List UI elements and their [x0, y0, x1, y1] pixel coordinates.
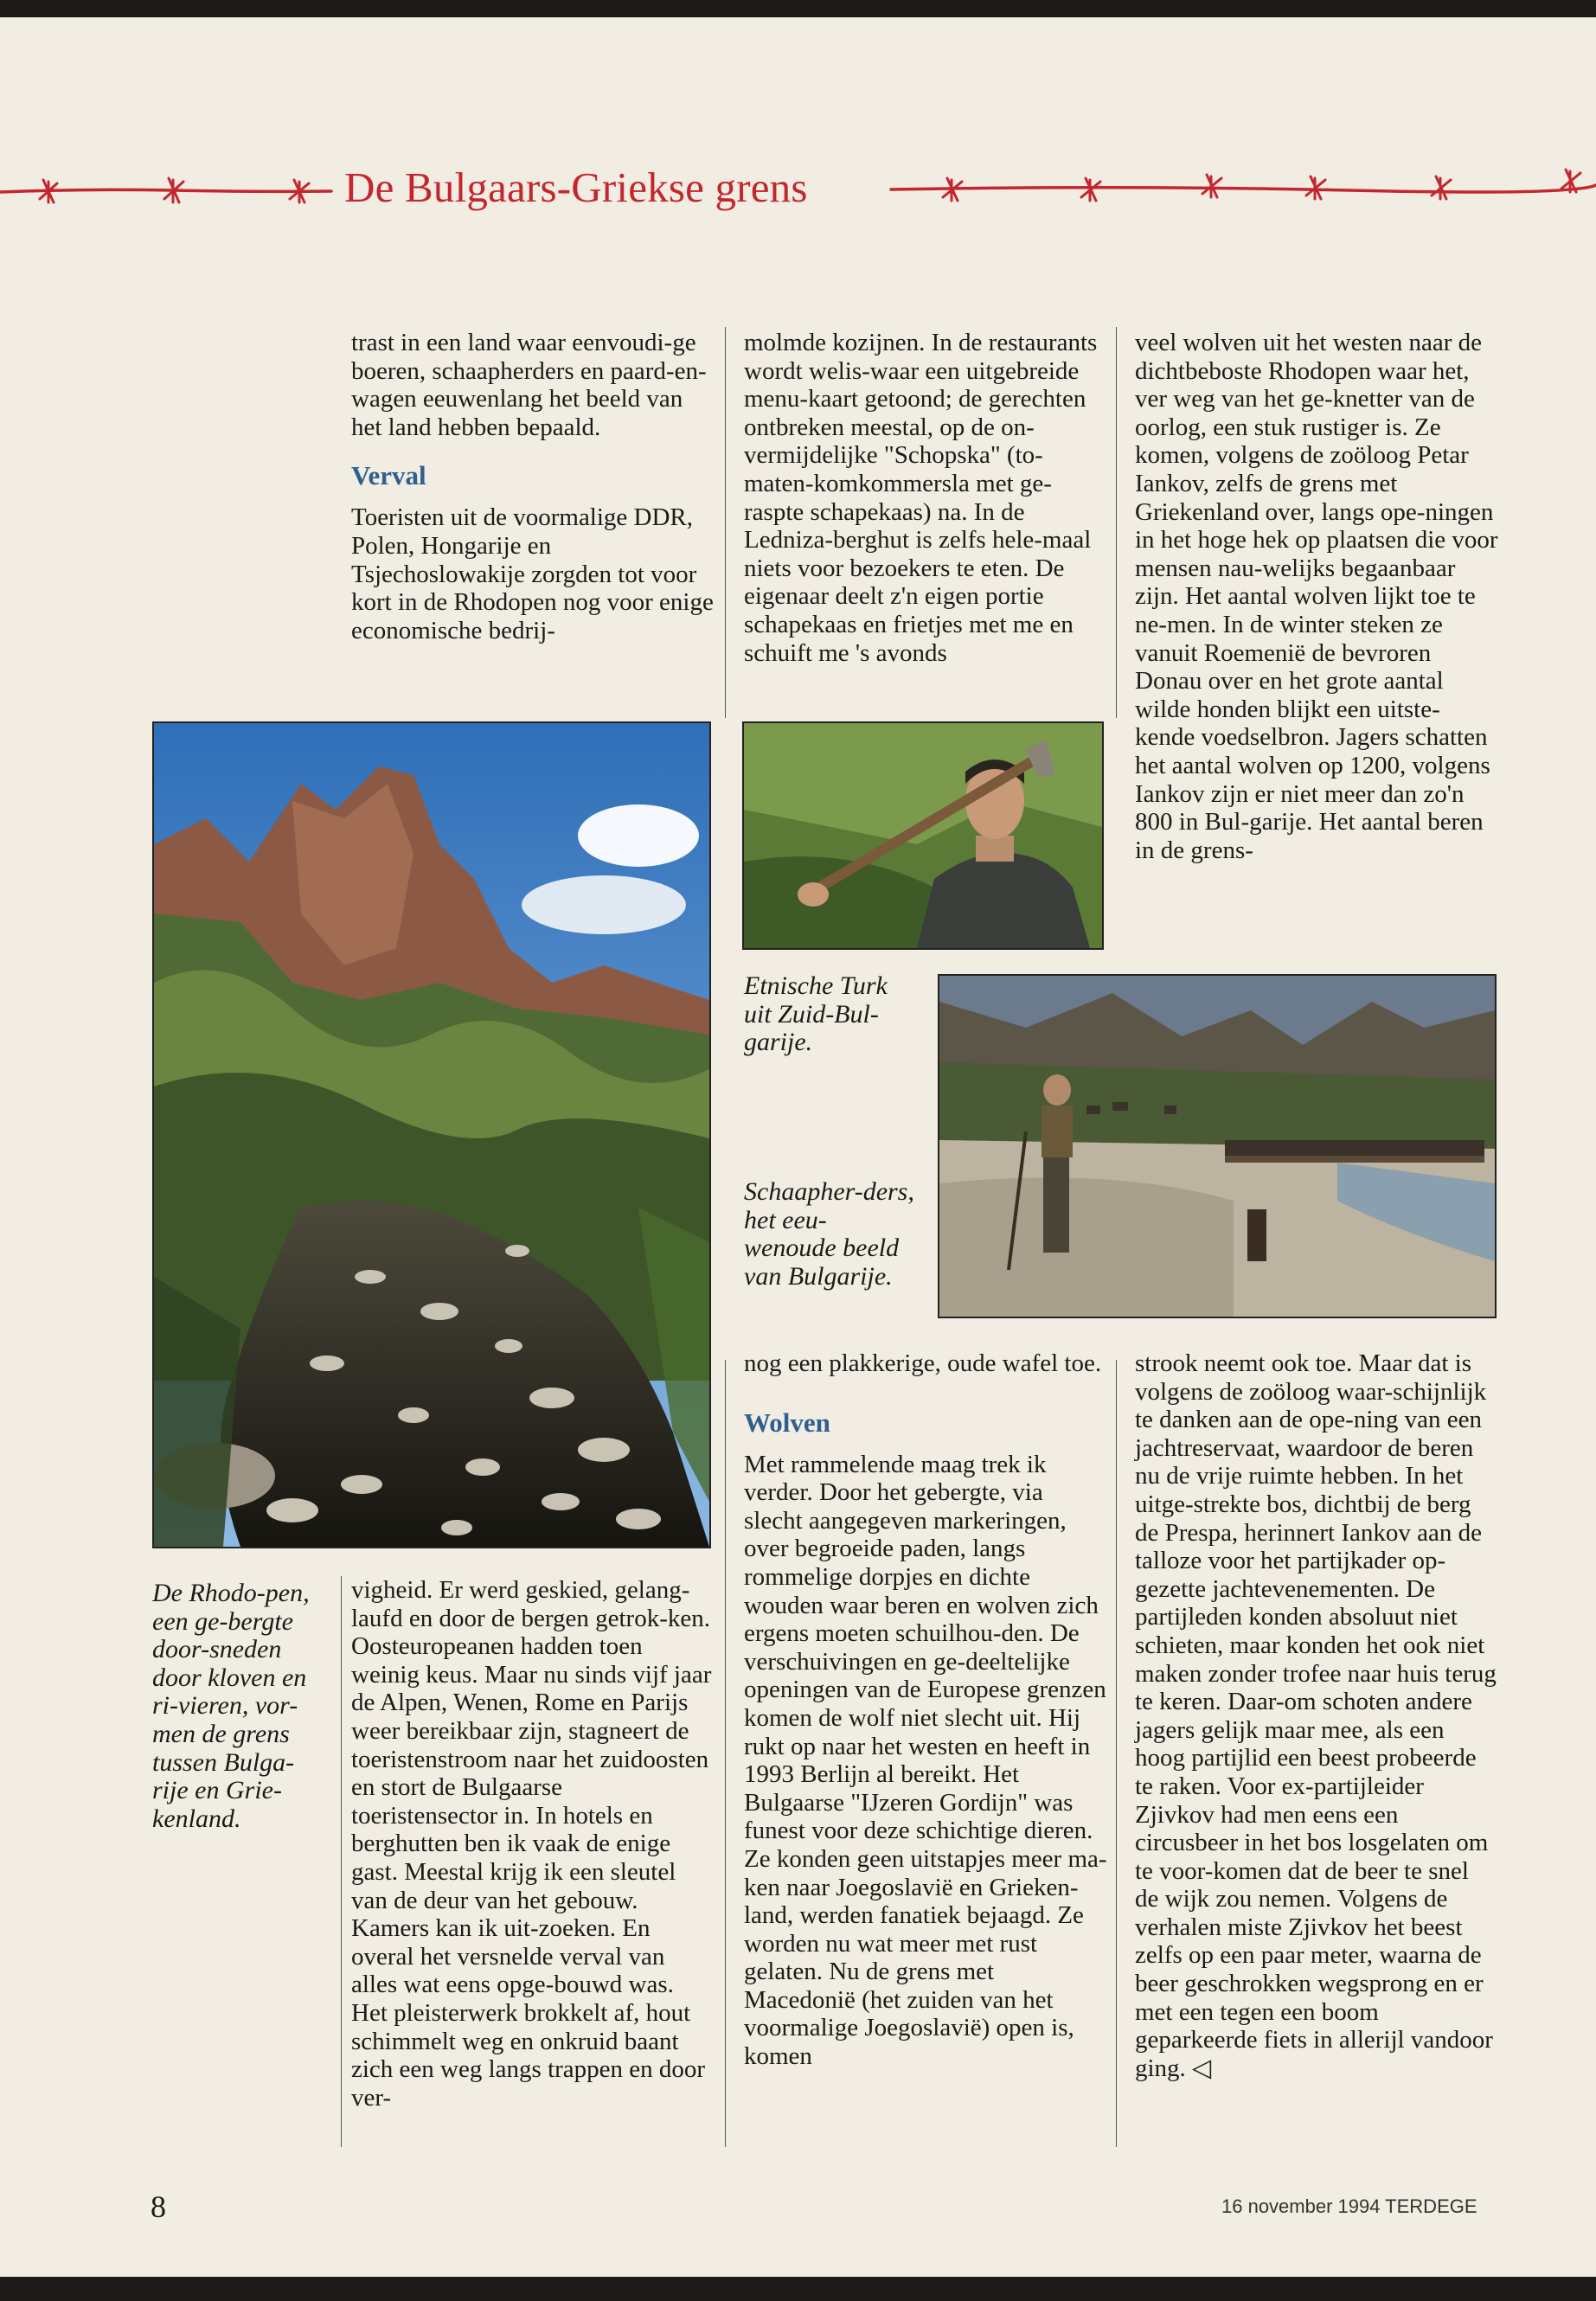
- turk-photo: [742, 721, 1104, 950]
- paragraph: veel wolven uit het westen naar de dichtbeboste Rhodopen waar het, ver weg van het ge-knetter van de oorlog, een stuk rustiger is. Ze komen, volgens de zoöloog Petar Iankov, zelfs de grens met Griekenland over, langs ope-ningen in het hoge hek op plaatsen die voor mensen nau-welijks begaanbaar zijn. Het aantal wolven lijkt toe te ne-men. In de winter steken ze vanuit Roemenië de bevroren Donau over en het grote aantal wilde honden blijkt een uitste-kende voedselbron. Jagers schatten het aantal wolven op 1200, volgens Iankov zijn er niet meer dan zo'n 800 in Bul-garije. Het aantal beren in de grens-: [1135, 329, 1498, 864]
- paragraph: vigheid. Er werd geskied, gelang-laufd en door de bergen getrok-ken. Oosteuropeanen hadden toen weinig keus. Maar nu sinds vijf jaar de Alpen, Wenen, Rome en Parijs weer bereikbaar zijn, stagneert de toeristenstroom naar het zuidoosten en stort de Bulgaarse toeristensector in. In hotels en berghutten ben ik vaak de enige gast. Meestal krijg ik een sleutel van de deur van het gebouw. Kamers kan ik uit-zoeken. En overal het versnelde verval van alles wat eens opge-bouwd was. Het pleisterwerk brokkelt af, hout schimmelt weg en onkruid baant zich een weg langs trappen en door ver-: [351, 1576, 712, 2112]
- column-2-bottom: [744, 1349, 1107, 2071]
- column-1-top: [351, 329, 715, 644]
- caption-turk: Etnische Turk uit Zuid-Bul-garije.: [744, 971, 888, 1057]
- column-rule: [1116, 1360, 1117, 2147]
- article-header: [0, 152, 1596, 239]
- bottom-border: [0, 2277, 1596, 2301]
- shepherds-photo: [938, 974, 1497, 1318]
- article-title: De Bulgaars-Griekse grens: [344, 163, 808, 211]
- caption-rhodopen: De Rhodo-pen, een ge-bergte door-sneden door kloven en ri-vieren, vor-men de grens tussen Bulga-rije en Grie-kenland.: [152, 1579, 310, 1833]
- column-3-top: [1135, 329, 1498, 864]
- column-rule: [725, 327, 726, 718]
- paragraph: trast in een land waar eenvoudi-ge boeren, schaapherders en paard-en-wagen eeuwenlang het beeld van het land hebben bepaald.: [351, 329, 707, 441]
- top-border: [0, 0, 1596, 17]
- column-rule: [1116, 327, 1117, 718]
- paragraph: Toeristen uit de voormalige DDR, Polen, Hongarije en Tsjechoslowakije zorgden tot voor kort in de Rhodopen nog voor enige economische bedrij-: [351, 503, 714, 644]
- subheading-wolven: Wolven: [744, 1407, 830, 1438]
- column-rule: [725, 1360, 726, 2147]
- paragraph: nog een plakkerige, oude wafel toe.: [744, 1349, 1102, 1377]
- paragraph: Met rammelende maag trek ik verder. Door het gebergte, via slecht aangegeven markeringen, over begroeide paden, langs rommelige dorpjes en dichte wouden waar beren en wolven zich ergens moeten schuilhou-den. De verschuivingen en ge-deeltelijke openingen van de Europese grenzen komen de wolf niet slecht uit. Hij rukt op naar het westen en heeft in 1993 Berlijn al bereikt. Het Bulgaarse "IJzeren Gordijn" was funest voor deze schichtige dieren. Ze konden geen uitstapjes meer ma-ken naar Joegoslavië en Grieken-land, werden fanatiek bejaagd. Ze worden nu wat meer met rust gelaten. Nu de grens met Macedonië (het zuiden van het voormalige Joegoslavië) open is, komen: [744, 1450, 1107, 2071]
- portrait-image: [744, 723, 1102, 948]
- folio-line: 16 november 1994 TERDEGE: [1221, 2195, 1477, 2217]
- shepherd-road-image: [939, 976, 1495, 1317]
- column-2-top: [744, 329, 1107, 667]
- paragraph: molmde kozijnen. In de restaurants wordt welis-waar een uitgebreide menu-kaart getoond; de gerechten ontbreken meestal, op de on-vermijdelijke "Schopska" (to-maten-komkommersla met ge-raspte schapekaas) na. In de Ledniza-berghut is zelfs hele-maal niets voor bezoekers te eten. De eigenaar deelt z'n eigen portie schapekaas en frietjes met me en schuift me 's avonds: [744, 329, 1098, 667]
- page-number: 8: [151, 2189, 166, 2224]
- subheading-verval: Verval: [351, 460, 426, 491]
- column-1-bottom: [351, 1576, 715, 2112]
- mountain-river-image: [154, 723, 709, 1547]
- paragraph: strook neemt ook toe. Maar dat is volgens de zoöloog waar-schijnlijk te danken aan de ope-ning van een jachtreservaat, waardoor de beren nu de vrije ruimte hebben. In het uitge-strekte bos, dichtbij de berg de Prespa, herinnert Iankov aan de talloze voor het partijkader op-gezette jachtevenementen. De partijleden konden absoluut niet schieten, maar konden het ook niet maken zonder trofee naar huis terug te keren. Daar-om schoten andere jagers gelijk maar mee, als een hoog partijlid een beest probeerde te raken. Voor ex-partijleider Zjivkov had men eens een circusbeer in het bos losgelaten om te voor-komen dat de beer te snel de wijk zou nemen. Volgens de verhalen miste Zjivkov het beest zelfs op een paar meter, waarna de beer geschrokken wegsprong en er met een tegen een boom geparkeerde fiets in allerijl vandoor ging. ◁: [1135, 1349, 1497, 2082]
- column-rule: [341, 1576, 342, 2147]
- caption-herders: Schaapher-ders, het eeu-wenoude beeld van Bulgarije.: [744, 1177, 914, 1291]
- rhodopen-photo: [152, 721, 711, 1548]
- column-3-bottom: [1135, 1349, 1498, 2082]
